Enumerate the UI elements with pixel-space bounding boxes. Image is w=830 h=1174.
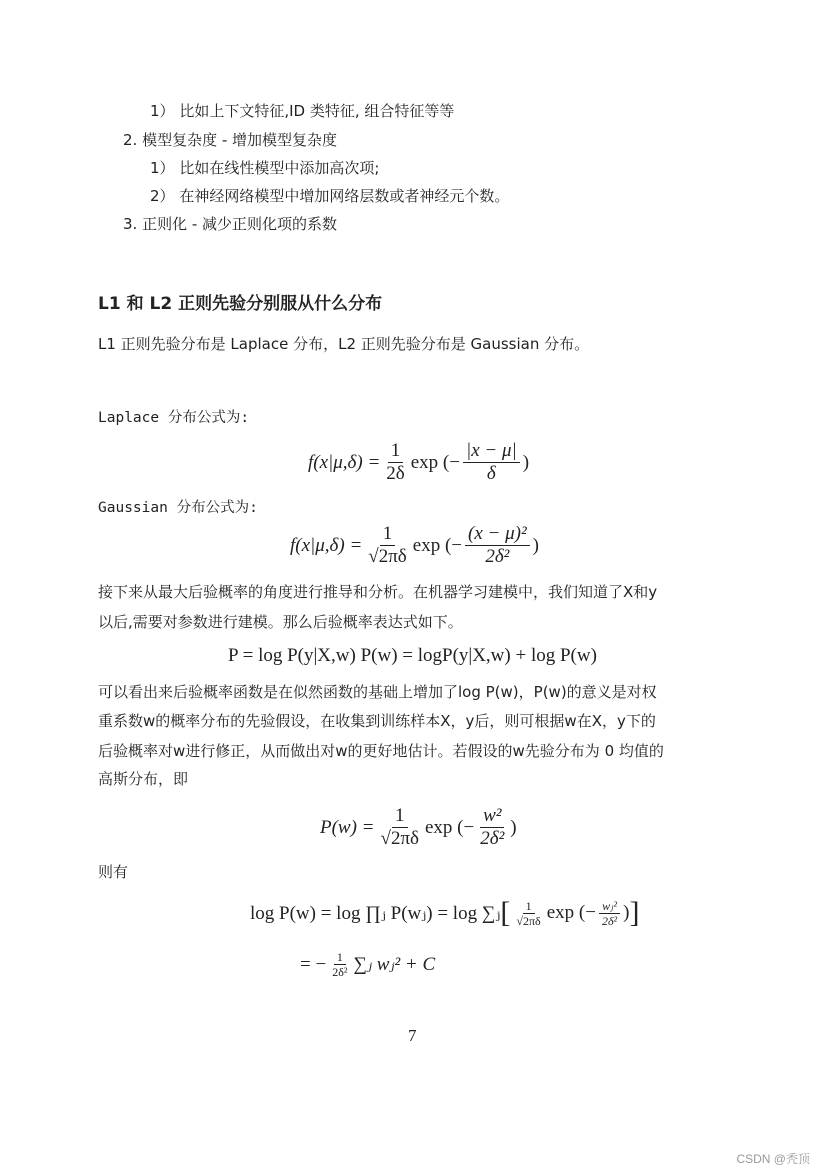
paragraph-line: 高斯分布，即 [98,770,189,788]
paragraph-line: 可以看出来后验概率函数是在似然函数的基础上增加了log P(w)，P(w)的意义是对权 [98,683,657,701]
paragraph-line: 接下来从最大后验概率的角度进行推导和分析。在机器学习建模中，我们知道了X和y [98,583,658,601]
paragraph-line: 重系数w的概率分布的先验假设，在收集到训练样本X，y后，则可根据w在X，y下的 [98,712,656,730]
exp-text: exp (− [425,816,475,838]
paragraph-line: 以后,需要对参数进行建模。那么后验概率表达式如下。 [98,613,463,631]
numerator: wⱼ² [599,899,620,914]
numerator: (x − μ)² [465,523,530,546]
denominator: 2δ² [332,965,348,979]
formula-lhs: f(x|μ,δ) = [308,451,381,473]
list-number: 2. [123,131,138,149]
fraction [463,440,520,485]
list-text: 正则化 - 减少正则化项的系数 [142,215,338,233]
fraction [513,899,543,928]
formula-lhs: P(w) = [320,816,375,838]
numerator: w² [480,805,504,828]
fraction [365,523,409,568]
then-label: 则有 [98,863,129,881]
fraction [465,523,530,568]
numerator: 1 [523,899,535,914]
section-heading: L1 和 L2 正则先验分别服从什么分布 [98,294,383,314]
fraction [599,899,620,928]
denominator: 2δ² [485,546,510,567]
numerator: 1 [392,805,408,828]
page-number: 7 [408,1026,417,1045]
gaussian-formula [290,523,539,568]
list-text: 比如上下文特征,ID 类特征, 组合特征等等 [179,102,455,120]
numerator: 1 [380,523,396,546]
list-item [150,101,454,121]
watermark: CSDN @秃顶 [736,1152,810,1166]
formula-lhs: log P(w) = log ∏ⱼ P(wⱼ) = log ∑ⱼ [250,902,501,924]
list-text: 比如在线性模型中添加高次项; [179,159,380,177]
list-number: 3. [123,215,138,233]
sum-term: ∑ⱼ wⱼ² + C [353,954,436,975]
denominator: δ [486,463,496,484]
numerator: 1 [334,950,346,965]
exp-text: exp (− [412,534,462,556]
denominator: 2δ² [601,913,618,928]
list-item [150,158,379,178]
denominator: 2δ [386,463,405,484]
right-bracket: ] [629,896,640,929]
list-number: 1） [150,159,175,177]
list-item [123,214,337,234]
close-paren: ) [532,534,539,556]
denominator: √2πδ [368,546,407,567]
equals-minus: = − [300,953,327,975]
exp-text: exp (− [546,902,596,923]
left-bracket: [ [500,896,511,929]
paragraph-line: 后验概率对w进行修正，从而做出对w的更好地估计。若假设的w先验分布为 0 均值的 [98,742,664,760]
gaussian-label: Gaussian 分布公式为: [98,500,258,516]
numerator: 1 [388,440,404,463]
log-formula-line1 [250,898,639,928]
close-paren: ) [623,902,630,923]
posterior-formula: P = log P(y|X,w) P(w) = logP(y|X,w) + log P(w) [228,645,597,666]
fraction [378,805,422,850]
intro-text: L1 正则先验分布是 Laplace 分布，L2 正则先验分布是 Gaussian 分布。 [98,335,590,353]
denominator: √2πδ [380,828,419,849]
log-formula-line2 [300,950,435,979]
denominator: √2πδ [516,913,541,928]
laplace-label: Laplace 分布公式为: [98,410,250,426]
formula-lhs: f(x|μ,δ) = [290,534,363,556]
exp-text: exp (− [410,451,460,473]
laplace-formula [308,440,529,485]
numerator: |x − μ| [463,440,520,463]
list-number: 1） [150,102,175,120]
close-paren: ) [510,816,517,838]
list-text: 在神经网络模型中增加网络层数或者神经元个数。 [179,187,510,205]
prior-formula [320,805,517,850]
close-paren: ) [522,451,530,473]
denominator: 2δ² [480,828,505,849]
list-text: 模型复杂度 - 增加模型复杂度 [142,131,338,149]
fraction [383,440,407,485]
fraction [477,805,507,850]
list-item [150,186,509,206]
list-item [123,130,337,150]
fraction [329,950,350,979]
list-number: 2） [150,187,175,205]
